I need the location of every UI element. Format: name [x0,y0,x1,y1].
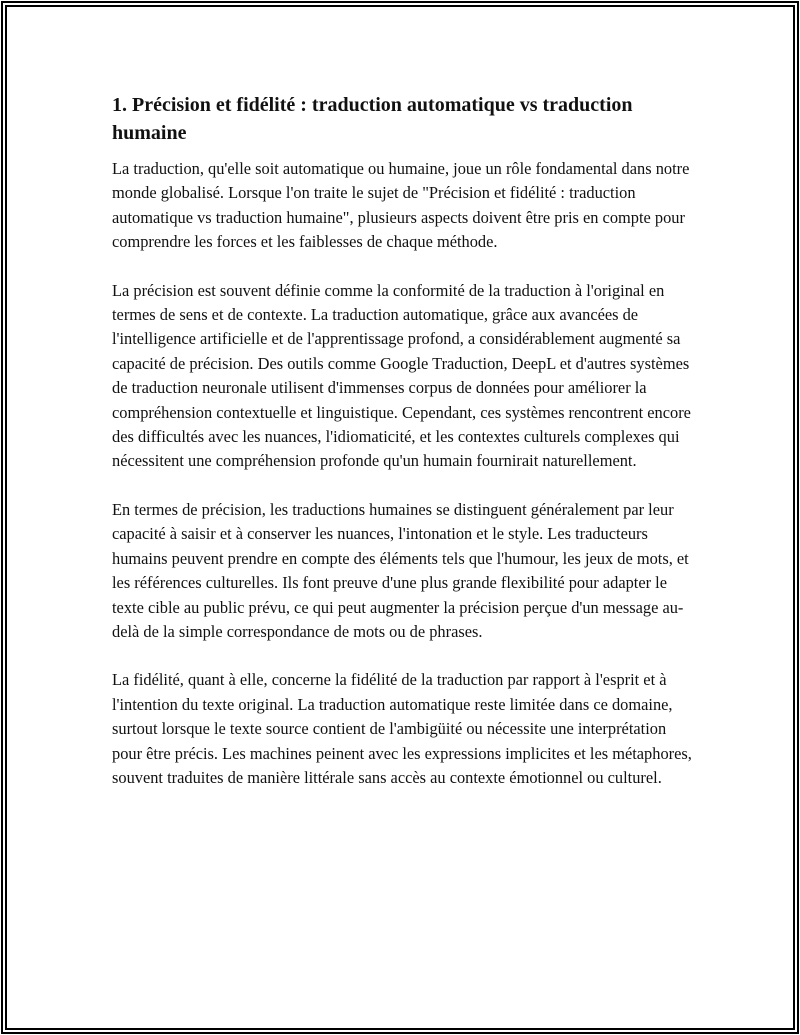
paragraph-precision-human: En termes de précision, les traductions humaines se distinguent généralement par leur capacité à saisir et à conserver les nuances, l'intonation et le style. Les traducteurs humains peuvent prendre en compte des éléments tels que l'humour, les jeux de mots, et les références culturelles. Ils font preuve d'une plus grande flexibilité pour adapter le texte cible au public prévu, ce qui peut augmenter la précision perçue d'un message au-delà de la simple correspondance de mots ou de phrases. [112,499,689,641]
paragraph-intro: La traduction, qu'elle soit automatique ou humaine, joue un rôle fondamental dans notre monde globalisé. Lorsque l'on traite le sujet de "Précision et fidélité : traduction automatique vs traduction humaine", plusieurs aspects doivent être pris en compte pour comprendre les forces et les faiblesses de chaque méthode. [112,159,690,252]
document-body [112,91,692,814]
paragraph-fidelity: La fidélité, quant à elle, concerne la fidélité de la traduction par rapport à l'esprit et à l'intention du texte original. La traduction automatique reste limitée dans ce domaine, surtout lorsque le texte source contient de l'ambigüité ou nécessite une interprétation pour être précis. Les machines peinent avec les expressions implicites et les métaphores, souvent traduites de manière littérale sans accès au contexte émotionnel ou culturel. [112,670,692,787]
paragraph-precision-machine: La précision est souvent définie comme la conformité de la traduction à l'original en termes de sens et de contexte. La traduction automatique, grâce aux avancées de l'intelligence artificielle et de l'apprentissage profond, a considérablement augmenté sa capacité de précision. Des outils comme Google Traduction, DeepL et d'autres systèmes de traduction neuronale utilisent d'immenses corpus de données pour améliorer la compréhension contextuelle et linguistique. Cependant, ces systèmes rencontrent encore des difficultés avec les nuances, l'idiomaticité, et les contextes culturels complexes qui nécessitent une compréhension profonde qu'un humain fournirait naturellement. [112,280,691,471]
section-heading: 1. Précision et fidélité : traduction automatique vs traduction humaine [112,94,633,144]
